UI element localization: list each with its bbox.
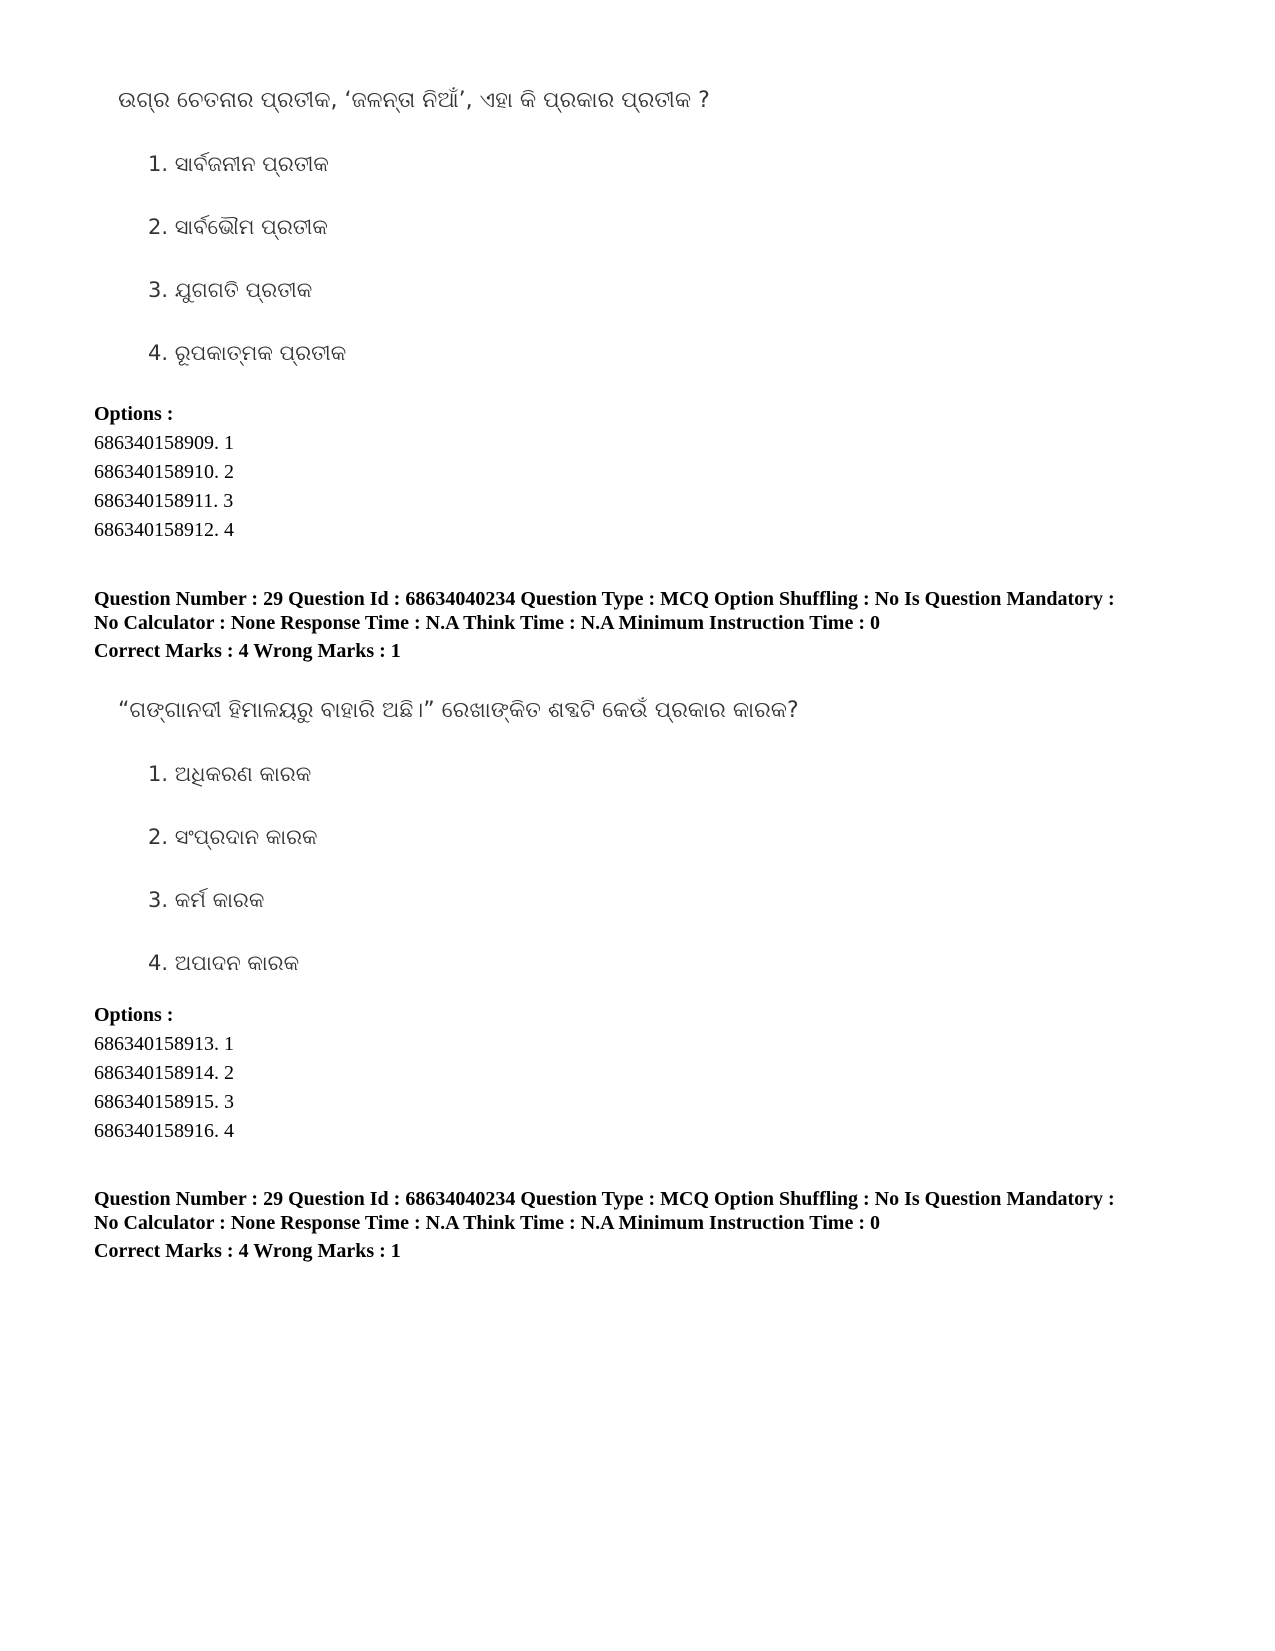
- option-id-4: 686340158916. 4: [94, 1120, 234, 1142]
- question-meta: [94, 1187, 1244, 1263]
- meta-line-2: No Calculator : None Response Time : N.A Think Time : N.A Minimum Instruction Time : 0: [94, 612, 880, 634]
- question-text: “ଗଙ୍ଗାନଦୀ ହିମାଳୟରୁ ବାହାରି ଅଛି।” ରେଖାଙ୍କିତ ଶବ୍ଦଟି କେଉଁ ପ୍ରକାର କାରକ?: [118, 698, 799, 723]
- options-label: Options :: [94, 403, 174, 425]
- choice-2: 2. ସାର୍ବଭୌମ ପ୍ରତୀକ: [148, 215, 328, 239]
- choice-4: 4. ରୂପକାତ୍ମକ ପ୍ରତୀକ: [148, 341, 347, 365]
- option-id-1: 686340158913. 1: [94, 1033, 234, 1055]
- choice-2: 2. ସଂପ୍ରଦାନ କାରକ: [148, 825, 318, 849]
- choice-3: 3. ଯୁଗଗତି ପ୍ରତୀକ: [148, 278, 313, 302]
- choice-4: 4. ଅପାଦନ କାରକ: [148, 951, 300, 975]
- meta-marks: Correct Marks : 4 Wrong Marks : 1: [94, 1240, 401, 1262]
- option-id-3: 686340158915. 3: [94, 1091, 234, 1113]
- option-id-2: 686340158914. 2: [94, 1062, 234, 1084]
- option-id-1: 686340158909. 1: [94, 432, 234, 454]
- choice-1: 1. ଅଧିକରଣ କାରକ: [148, 762, 312, 786]
- question-text: ଉଗ୍ର ଚେତନାର ପ୍ରତୀକ, ‘ଜଳନ୍ତା ନିଆଁ’, ଏହା କି ପ୍ରକାର ପ୍ରତୀକ ?: [118, 88, 710, 113]
- options-label: Options :: [94, 1004, 174, 1026]
- option-id-3: 686340158911. 3: [94, 490, 234, 512]
- choice-3: 3. କର୍ମ କାରକ: [148, 888, 265, 912]
- question-meta: [94, 587, 1244, 663]
- option-id-2: 686340158910. 2: [94, 461, 234, 483]
- meta-marks: Correct Marks : 4 Wrong Marks : 1: [94, 640, 401, 662]
- meta-line-2: No Calculator : None Response Time : N.A Think Time : N.A Minimum Instruction Time : 0: [94, 1212, 880, 1234]
- meta-line-1: Question Number : 29 Question Id : 68634040234 Question Type : MCQ Option Shuffling : No Is Question Mandatory :: [94, 1188, 1115, 1210]
- option-id-4: 686340158912. 4: [94, 519, 234, 541]
- choice-1: 1. ସାର୍ବଜନୀନ ପ୍ରତୀକ: [148, 152, 329, 176]
- meta-line-1: Question Number : 29 Question Id : 68634040234 Question Type : MCQ Option Shuffling : No Is Question Mandatory :: [94, 588, 1115, 610]
